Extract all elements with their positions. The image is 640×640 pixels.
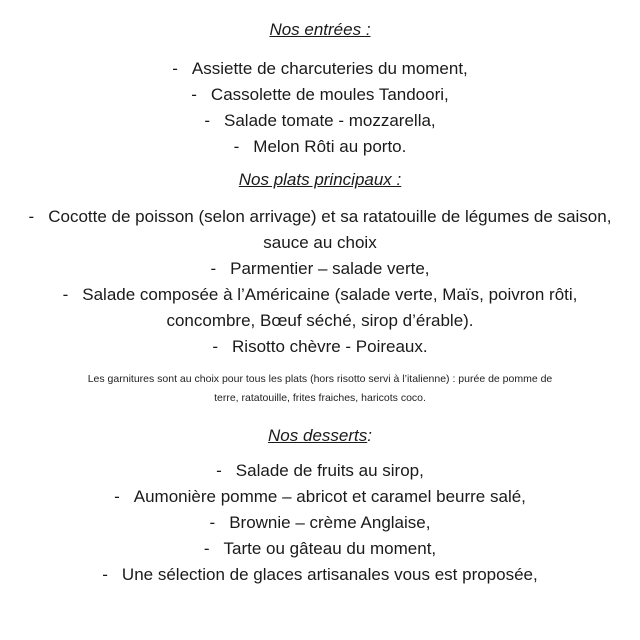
list-item: - Melon Rôti au porto.: [233, 137, 407, 156]
section-title-plats: Nos plats principaux :: [238, 170, 402, 189]
section-title-entrees: Nos entrées :: [269, 20, 371, 39]
section-title-desserts-text: Nos desserts: [268, 426, 368, 445]
garnitures-note: Les garnitures sont au choix pour tous les plats (hors risotto servi à l’italienne) : purée de pomme de terre, ratatouille, frites fraiches, haricots coco.: [87, 373, 553, 404]
desserts-list: [0, 458, 640, 588]
list-item: - Parmentier – salade verte,: [210, 259, 430, 278]
list-item: - Risotto chèvre - Poireaux.: [212, 337, 428, 356]
list-item: - Brownie – crème Anglaise,: [209, 513, 431, 532]
list-item: - Salade de fruits au sirop,: [216, 461, 424, 480]
list-item: - Aumonière pomme – abricot et caramel beurre salé,: [114, 487, 526, 506]
list-item: - Salade composée à l’Américaine (salade verte, Maïs, poivron rôti, concombre, Bœuf séché, sirop d’érable).: [62, 285, 578, 330]
list-item: - Cocotte de poisson (selon arrivage) et sa ratatouille de légumes de saison, sauce au choix: [28, 207, 612, 252]
list-item: - Cassolette de moules Tandoori,: [191, 85, 449, 104]
list-item: - Tarte ou gâteau du moment,: [203, 539, 437, 558]
entrees-list: [0, 56, 640, 160]
section-title-desserts-suffix: :: [367, 426, 372, 445]
list-item: - Une sélection de glaces artisanales vous est proposée,: [102, 565, 538, 584]
list-item: - Salade tomate - mozzarella,: [204, 111, 436, 130]
plats-list: [0, 204, 640, 360]
section-title-desserts: [0, 426, 640, 446]
list-item: - Assiette de charcuteries du moment,: [172, 59, 468, 78]
